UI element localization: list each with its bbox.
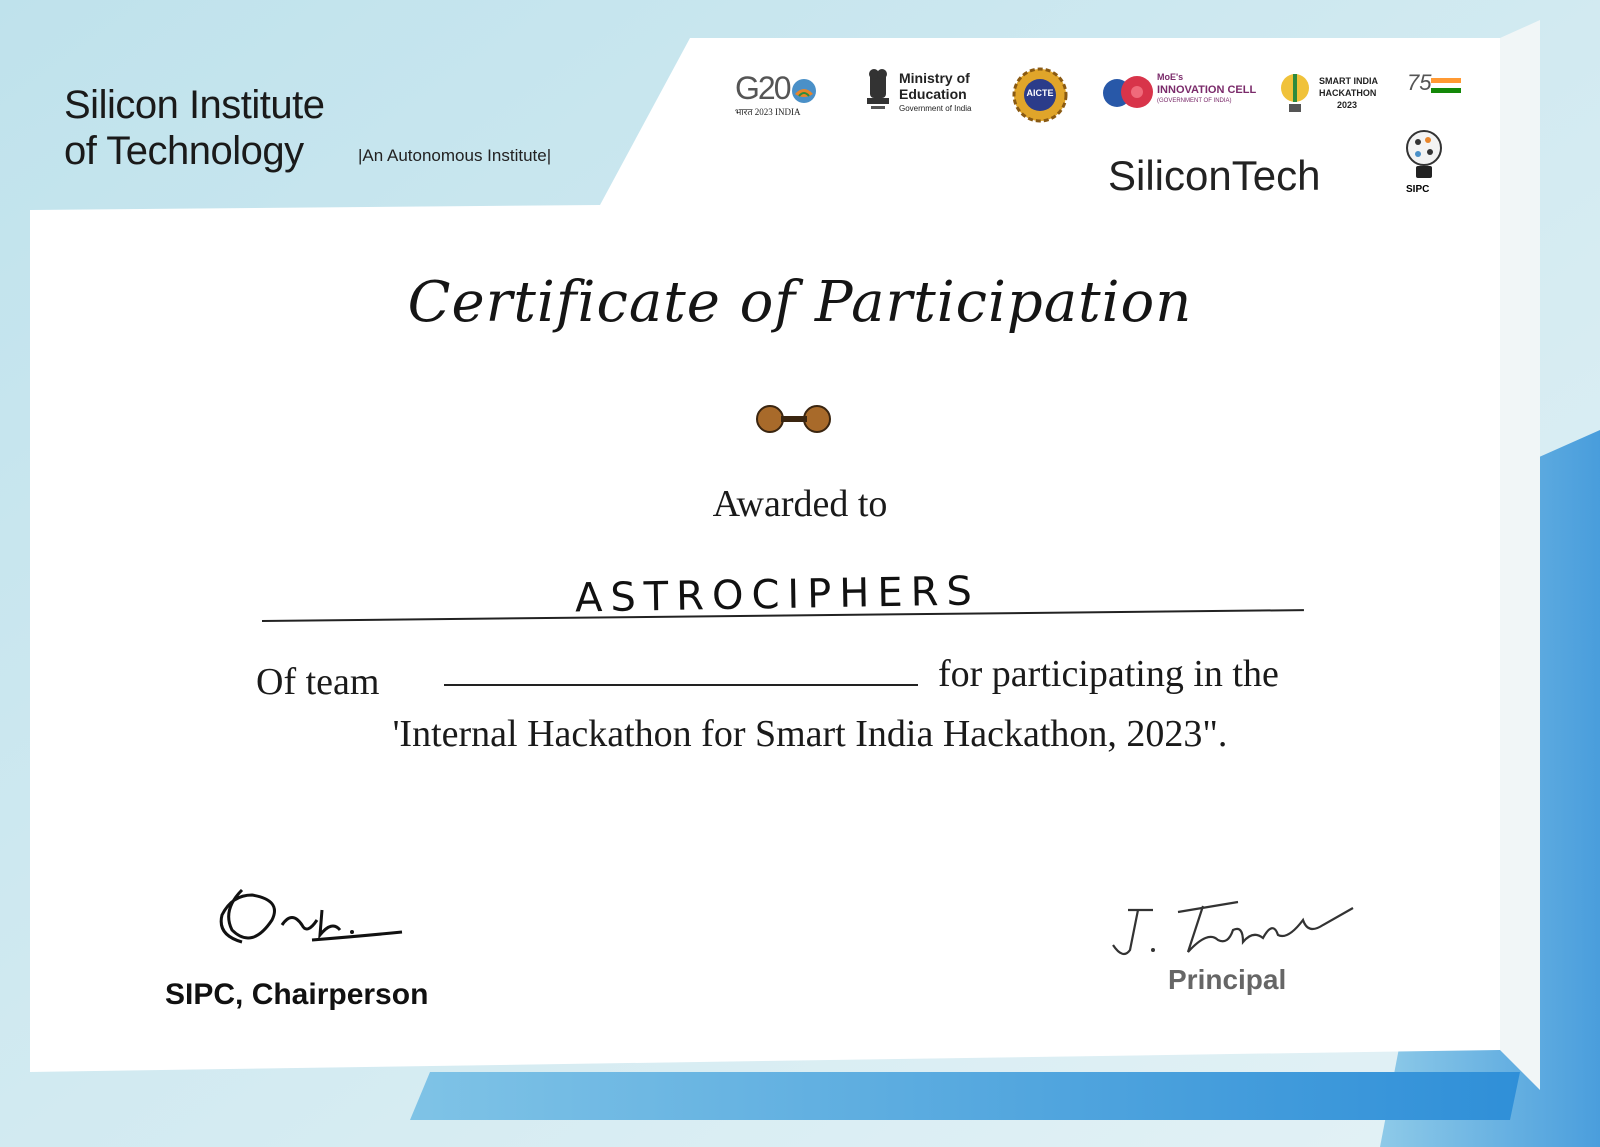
institute-tag: |An Autonomous Institute| (358, 146, 552, 165)
institute-name (64, 82, 325, 174)
moe-title-1: Ministry of (899, 70, 970, 86)
bulb-icon (1275, 66, 1315, 120)
ornament-icon (755, 402, 835, 436)
chairperson-role: SIPC, Chairperson (165, 978, 429, 1011)
participating-text: for participating in the (938, 653, 1279, 695)
team-line (444, 684, 918, 686)
azadi-logo (1407, 70, 1467, 96)
bottom-blue-band (410, 1072, 1520, 1120)
principal-role: Principal (1168, 964, 1287, 995)
card-shadow (1500, 20, 1540, 1090)
chairperson-signature (212, 880, 412, 960)
sipc-logo (1402, 128, 1446, 200)
g20-subtitle: भारत 2023 INDIA (735, 107, 801, 117)
moe-subtitle: Government of India (899, 104, 972, 113)
azadi-text: 75 (1407, 70, 1432, 95)
bulb-icon (1402, 128, 1446, 184)
flag-icon (1431, 78, 1461, 94)
sih-text-2: HACKATHON (1319, 88, 1377, 98)
emblem-icon (863, 66, 893, 118)
brand-name: SiliconTech (1108, 152, 1321, 199)
certificate-title: Certificate of Participation (407, 270, 1193, 335)
signature-das (212, 880, 412, 960)
brain-gear-icon (1101, 70, 1153, 116)
recipient-name: ASTROCIPHERS (574, 568, 981, 622)
sih-text-1: SMART INDIA (1319, 76, 1378, 86)
event-name: 'Internal Hackathon for Smart India Hackathon, 2023". (392, 713, 1228, 755)
innovation-text-1: MoE's (1157, 72, 1184, 82)
innovation-text-3: (GOVERNMENT OF INDIA) (1157, 98, 1232, 104)
innovation-text-2: INNOVATION CELL (1157, 84, 1257, 96)
of-team-label: Of team (256, 661, 380, 703)
aicte-logo (1011, 66, 1069, 124)
lotus-globe-icon (789, 76, 819, 106)
g20-logo (735, 70, 825, 118)
aicte-text: AICTE (1026, 88, 1054, 98)
g20-text: G20 (735, 70, 790, 106)
partner-logos (735, 64, 1475, 128)
institute-name-line2: of Technology (64, 129, 304, 173)
sipc-text: SIPC (1406, 184, 1430, 195)
awarded-to-label: Awarded to (712, 483, 888, 525)
institute-name-line1: Silicon Institute (64, 83, 325, 127)
principal-signature (1108, 890, 1358, 970)
sih-text-3: 2023 (1337, 100, 1358, 110)
moe-title-2: Education (899, 86, 967, 102)
signature-talukdar (1108, 890, 1358, 970)
